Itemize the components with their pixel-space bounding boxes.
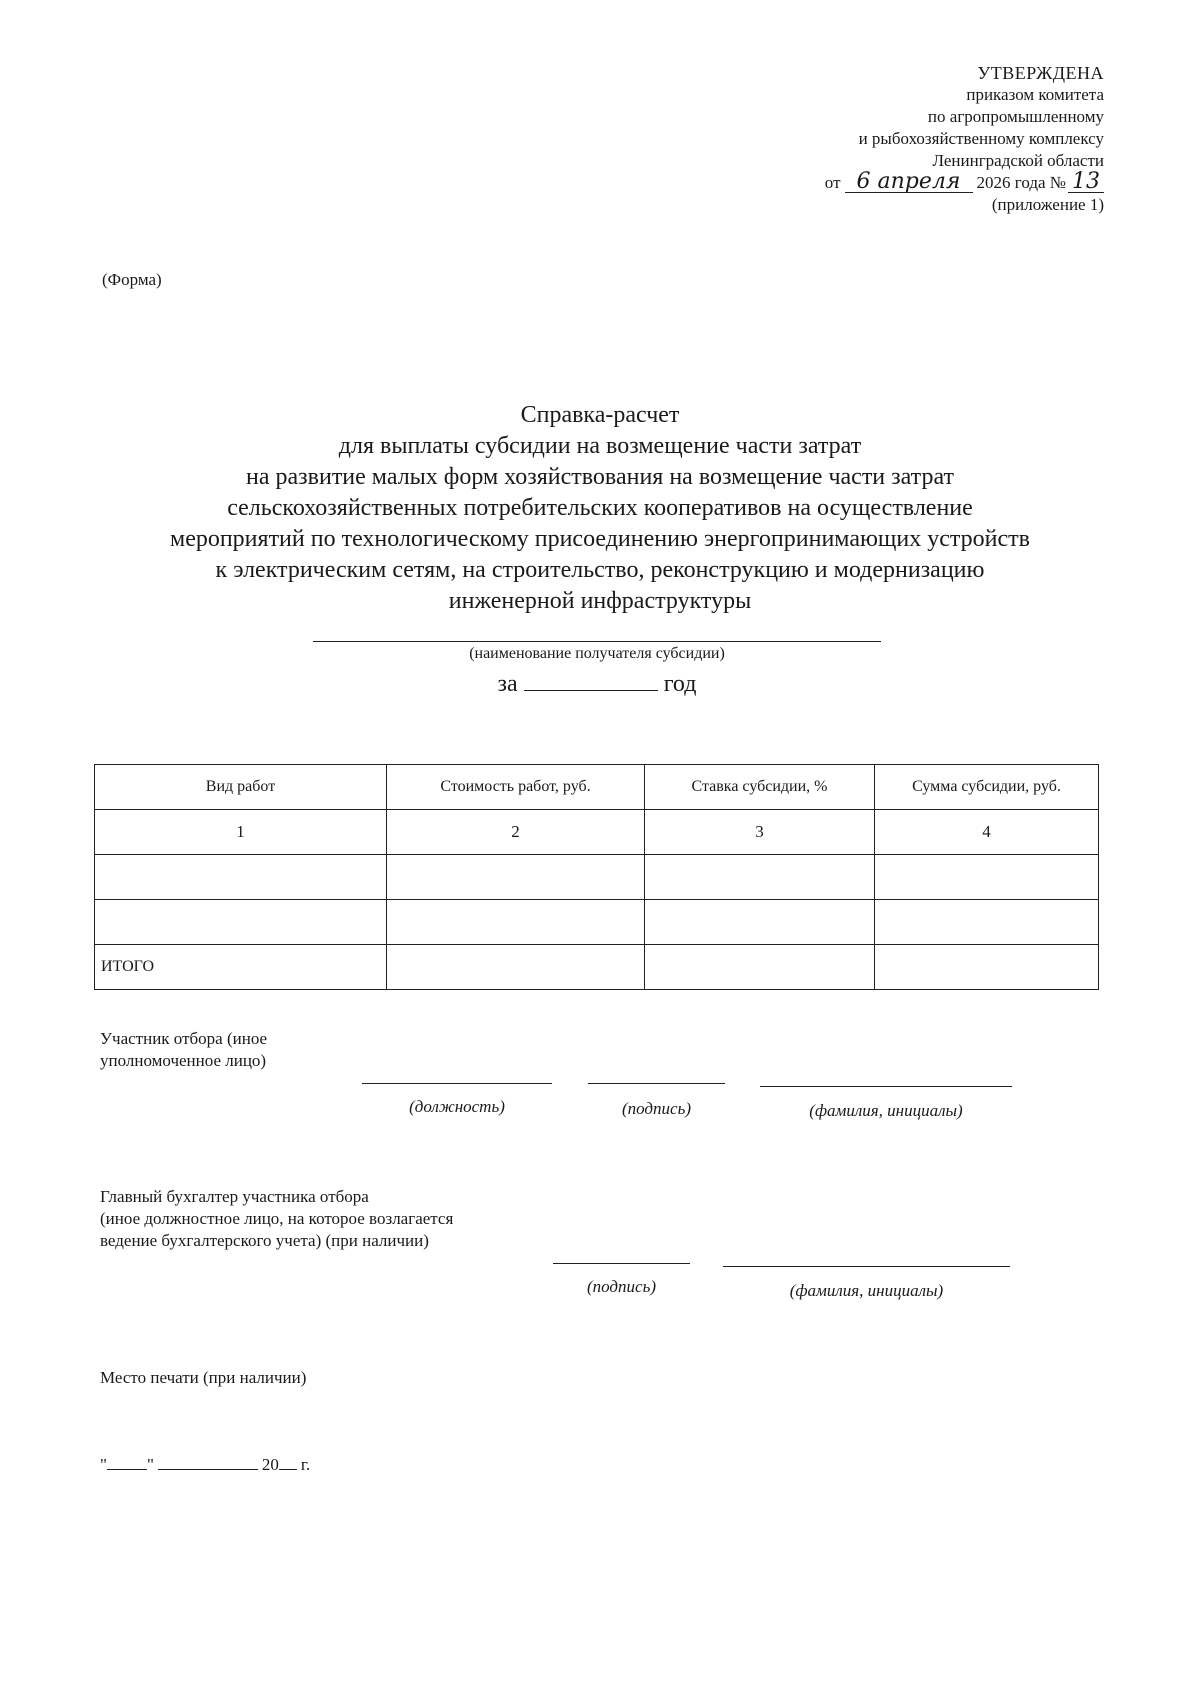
table-cell[interactable]	[645, 855, 875, 900]
column-number: 1	[95, 810, 387, 855]
year-row	[313, 668, 881, 698]
signature-field[interactable]	[588, 1083, 725, 1084]
title-line: мероприятий по технологическому присоединению энергопринимающих устройств	[170, 526, 1030, 552]
day-field[interactable]	[107, 1455, 147, 1470]
quote-open: "	[100, 1455, 107, 1474]
position-field[interactable]	[362, 1083, 552, 1084]
participant-label-line: уполномоченное лицо)	[100, 1051, 267, 1070]
table-row	[95, 855, 1099, 900]
year-field[interactable]	[524, 668, 658, 691]
column-number: 3	[645, 810, 875, 855]
table-cell[interactable]	[875, 855, 1099, 900]
table-cell[interactable]	[875, 900, 1099, 945]
appendix-label: (приложение 1)	[991, 195, 1104, 214]
calculation-table	[94, 764, 1099, 990]
date-footer	[100, 1455, 310, 1475]
approval-line: по агропромышленному	[927, 107, 1104, 126]
title-line: Справка-расчет	[520, 402, 680, 428]
title-line: для выплаты субсидии на возмещение части затрат	[338, 433, 862, 459]
column-header: Стоимость работ, руб.	[387, 765, 645, 810]
table-header-row	[95, 765, 1099, 810]
approval-date-row	[824, 169, 1104, 194]
year-digits-field[interactable]	[279, 1455, 297, 1470]
handwritten-number: 13	[1068, 172, 1104, 193]
table-cell[interactable]	[387, 855, 645, 900]
year-suffix: год	[663, 671, 697, 697]
total-label: ИТОГО	[95, 945, 387, 990]
year-prefix: за	[497, 671, 518, 697]
approval-block	[825, 62, 1104, 216]
chief-signature-caption: (подпись)	[587, 1277, 656, 1296]
column-header: Вид работ	[95, 765, 387, 810]
century-label: 20	[261, 1455, 279, 1474]
approval-line: и рыбохозяйственному комплексу	[858, 129, 1104, 148]
participant-label-line: Участник отбора (иное	[100, 1029, 268, 1048]
title-line: сельскохозяйственных потребительских кооперативов на осуществление	[227, 495, 973, 521]
position-caption: (должность)	[409, 1097, 505, 1116]
table-cell[interactable]	[95, 900, 387, 945]
stamp-place-label: Место печати (при наличии)	[100, 1368, 307, 1387]
quote-close: "	[146, 1455, 154, 1474]
month-field[interactable]	[158, 1455, 258, 1470]
chief-label-line: Главный бухгалтер участника отбора	[100, 1187, 369, 1206]
table-cell[interactable]	[95, 855, 387, 900]
table-cell[interactable]	[387, 900, 645, 945]
signature-caption: (подпись)	[622, 1099, 691, 1118]
approval-heading: УТВЕРЖДЕНА	[977, 63, 1104, 83]
handwritten-date: 6 апреля	[845, 172, 973, 193]
chief-signature-field[interactable]	[553, 1263, 690, 1264]
chief-accountant-label	[100, 1186, 453, 1252]
recipient-caption: (наименование получателя субсидии)	[469, 645, 725, 662]
title-line: на развитие малых форм хозяйствования на возмещение части затрат	[246, 464, 954, 490]
chief-label-line: (иное должностное лицо, на которое возлагается	[100, 1209, 454, 1228]
recipient-name-field[interactable]	[313, 641, 881, 642]
approval-line: приказом комитета	[966, 85, 1104, 104]
year-suffix-label: г.	[300, 1455, 311, 1474]
document-title	[80, 400, 1120, 617]
participant-label	[100, 1028, 267, 1072]
full-name-caption: (фамилия, инициалы)	[809, 1101, 963, 1120]
date-prefix: от	[824, 173, 841, 192]
total-row	[95, 945, 1099, 990]
title-line: к электрическим сетям, на строительство, реконструкцию и модернизацию	[215, 557, 985, 583]
column-header: Сумма субсидии, руб.	[875, 765, 1099, 810]
table-cell[interactable]	[645, 900, 875, 945]
column-number-row	[95, 810, 1099, 855]
column-number: 4	[875, 810, 1099, 855]
form-label: (Форма)	[102, 270, 162, 289]
chief-full-name-field[interactable]	[723, 1266, 1010, 1267]
column-header: Ставка субсидии, %	[645, 765, 875, 810]
year-text: 2026 года №	[976, 173, 1066, 192]
approval-line: Ленинградской области	[932, 151, 1104, 170]
chief-full-name-caption: (фамилия, инициалы)	[789, 1281, 944, 1300]
table-cell[interactable]	[875, 945, 1099, 990]
chief-label-line: ведение бухгалтерского учета) (при наличии)	[100, 1231, 429, 1250]
table-cell[interactable]	[387, 945, 645, 990]
full-name-field[interactable]	[760, 1086, 1012, 1087]
column-number: 2	[387, 810, 645, 855]
table-row	[95, 900, 1099, 945]
table-cell[interactable]	[645, 945, 875, 990]
title-line: инженерной инфраструктуры	[448, 588, 752, 614]
